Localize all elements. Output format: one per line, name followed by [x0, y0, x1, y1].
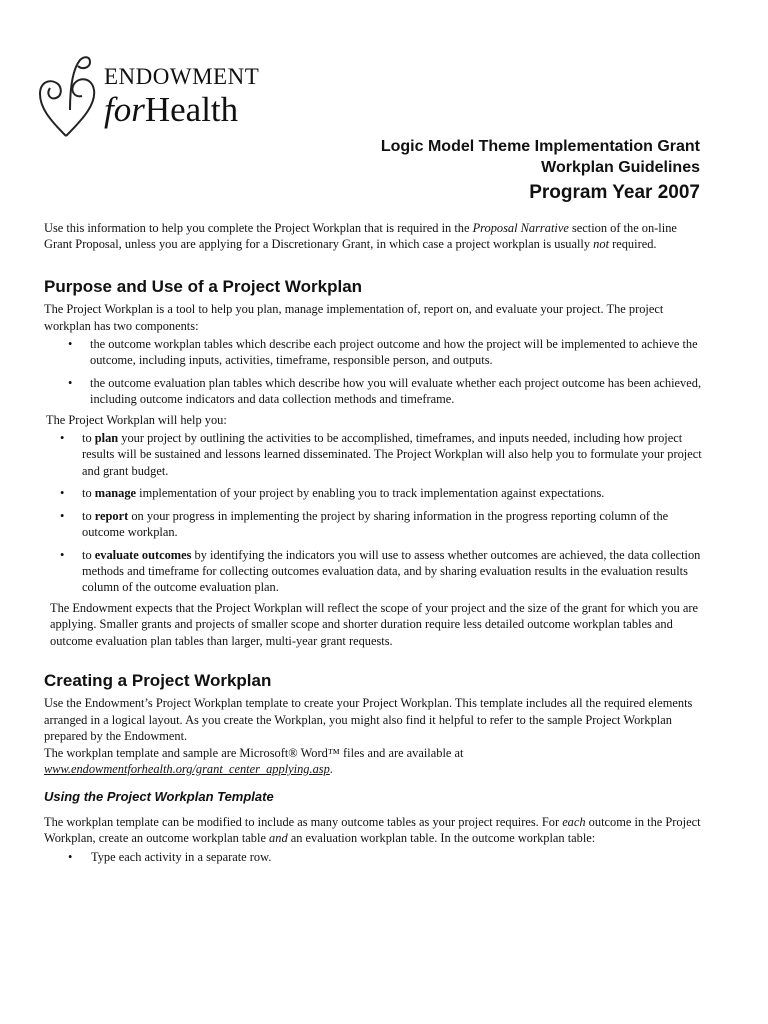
creating-text-a: The workplan template and sample are Microsoft® Word™ files and are available at	[44, 745, 464, 760]
template-text-a: The workplan template can be modified to include as many outcome tables as your project requires. For	[44, 814, 563, 829]
list-item	[44, 336, 704, 369]
list-item	[44, 849, 704, 865]
intro-text-b: Proposal Narrative	[472, 221, 569, 235]
help-bold: manage	[94, 486, 137, 501]
help-post: by identifying the indicators you will use to assess whether outcomes are achieved, the data collection methods and timeframe for collecting outcomes evaluation data, and by sharing evaluation results in the evaluation results column of the outcome evaluation plan.	[82, 547, 701, 595]
template-subheading: Using the Project Workplan Template	[44, 789, 274, 805]
intro-text-e: required.	[609, 237, 657, 252]
template-paragraph	[44, 814, 704, 847]
help-pre: to	[82, 486, 95, 501]
template-text-c: outcome in the Project Workplan, create an outcome workplan table	[44, 814, 701, 846]
list-item	[44, 508, 704, 541]
intro-paragraph	[44, 220, 704, 253]
template-list	[44, 849, 704, 865]
purpose-heading: Purpose and Use of a Project Workplan	[44, 276, 363, 296]
template-bullet-text: Type each activity in a separate row.	[91, 849, 272, 864]
help-bold: report	[94, 508, 129, 523]
help-pre: to	[82, 508, 95, 523]
logo-line-1: ENDOWMENT	[104, 64, 260, 89]
purpose-paragraph-2: The Project Workplan will help you:	[46, 412, 227, 427]
help-bold: plan	[94, 431, 119, 446]
creating-text-b: .	[329, 761, 333, 776]
help-pre: to	[82, 431, 95, 446]
templates-link[interactable]: www.endowmentforhealth.org/grant_center_applying.asp	[44, 761, 330, 776]
bullet-icon: •	[60, 431, 65, 446]
intro-text-a: Use this information to help you complete the Project Workplan that is required in the	[44, 221, 473, 235]
template-text-b: each	[562, 814, 586, 829]
bullet-icon: •	[68, 337, 73, 352]
help-post: implementation of your project by enabling you to track implementation against expectations.	[136, 486, 605, 501]
logo-for: for	[104, 90, 145, 129]
title-line-2: Workplan Guidelines	[541, 159, 700, 176]
logo-health: Health	[144, 90, 239, 129]
list-item	[44, 547, 704, 596]
intro-text-c: section of the on-line Grant Proposal, unless you are applying for a Discretionary Grant, in which case a project workplan is usually	[44, 221, 677, 252]
component-text: the outcome evaluation plan tables which describe how you will evaluate whether each project outcome has been achieved, including outcome indicators and data collection methods and timeframe.	[90, 375, 702, 407]
document-titles	[381, 136, 700, 206]
bullet-icon: •	[68, 375, 73, 390]
component-text: the outcome workplan tables which describe each project outcome and how the project will be implemented to achieve the outcome, including inputs, activities, timeframe, responsible person, and outputs.	[90, 337, 698, 368]
intro-text-d: not	[593, 237, 610, 252]
logo-line-2	[104, 90, 238, 130]
list-item	[44, 430, 704, 479]
endowment-logo	[36, 50, 264, 140]
help-list	[44, 430, 704, 596]
creating-paragraph-1: Use the Endowment’s Project Workplan template to create your Project Workplan. This template includes all the required elements arranged in a logical layout. As you create the Workplan, you might also find it helpful to refer to the sample Project Workplan prepared by the Endowment.	[44, 696, 693, 744]
help-pre: to	[82, 547, 95, 562]
help-bold: evaluate outcomes	[94, 547, 192, 562]
list-item	[44, 485, 704, 501]
bullet-icon: •	[60, 508, 65, 523]
bullet-icon: •	[68, 849, 73, 864]
bullet-icon: •	[60, 547, 65, 562]
template-text-d: and	[269, 831, 288, 846]
heart-swirl-icon	[36, 50, 106, 140]
creating-heading: Creating a Project Workplan	[44, 670, 272, 690]
document-body	[44, 220, 704, 865]
list-item	[44, 375, 704, 408]
purpose-paragraph-3: The Endowment expects that the Project Workplan will reflect the scope of your project and the size of the grant for which you are applying. Smaller grants and projects of smaller scope and shorter duration require less detailed outcome workplan tables and outcome evaluation plan tables than larger, multi-year grant requests.	[50, 600, 699, 648]
creating-paragraph-2	[44, 745, 704, 778]
title-line-1: Logic Model Theme Implementation Grant	[380, 138, 700, 155]
help-post: on your progress in implementing the project by sharing information in the progress reporting column of the outcome workplan.	[82, 508, 669, 540]
purpose-paragraph-1: The Project Workplan is a tool to help you plan, manage implementation of, report on, and evaluate your project. The project workplan has two components:	[44, 302, 664, 333]
template-text-e: an evaluation workplan table. In the outcome workplan table:	[287, 831, 596, 846]
components-list	[44, 336, 704, 408]
title-line-3: Program Year 2007	[529, 182, 700, 203]
help-post: your project by outlining the activities to be accomplished, timeframes, and inputs needed, including how project results will be sustained and lessons learned disseminated. The Project Workplan will also help you to formulate your project and grant budget.	[82, 431, 702, 478]
bullet-icon: •	[60, 486, 65, 501]
